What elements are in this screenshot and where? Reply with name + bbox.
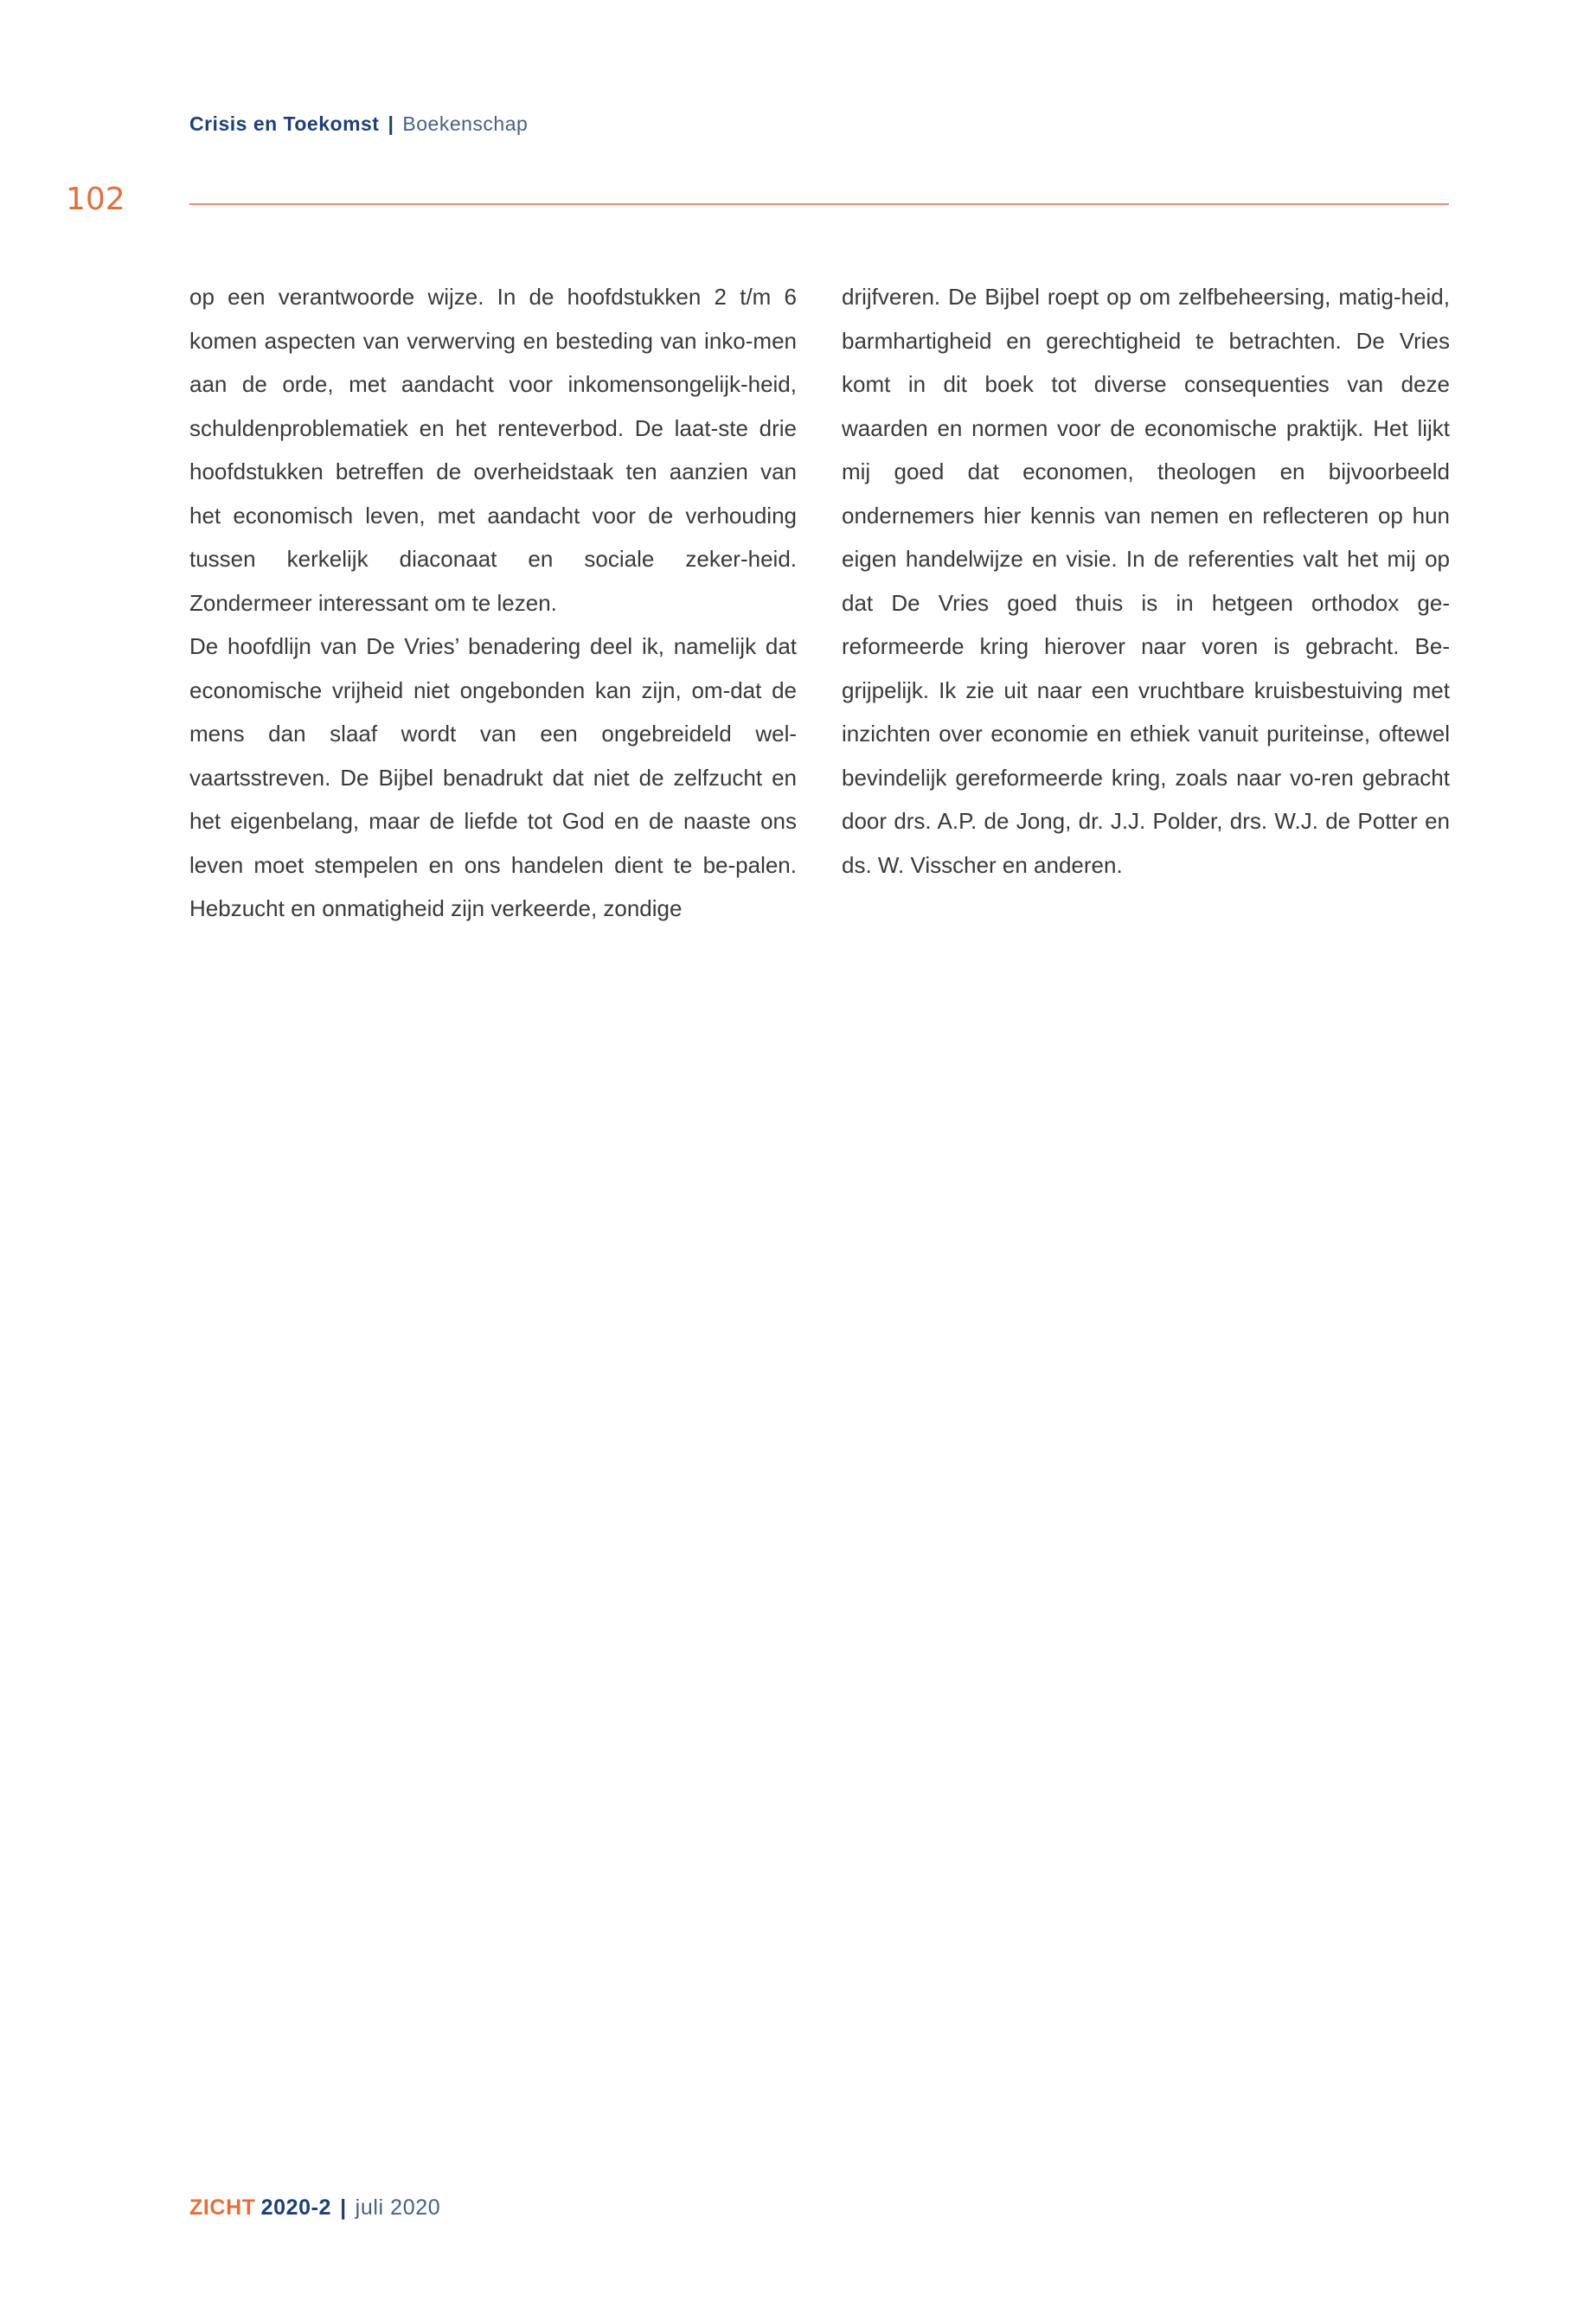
page-number: 102 [66, 182, 125, 217]
paragraph: De hoofdlijn van De Vries’ benadering deel ik, namelijk dat economische vrijheid niet ongebonden kan zijn, om-dat de mens dan slaaf wordt van een ongebreideld wel-vaartsstreven. De Bijbel benadrukt dat niet de zelfzucht en het eigenbelang, maar de liefde tot God en de naaste ons leven moet stempelen en ons handelen dient te be-palen. Hebzucht en onmatigheid zijn verkeerde, zondige [189, 633, 797, 921]
left-column [189, 275, 797, 931]
right-column [842, 275, 1450, 887]
publication-title: Crisis en Toekomst [189, 112, 380, 135]
footer [189, 2195, 440, 2221]
section-name: Boekenschap [402, 112, 529, 135]
running-header [189, 112, 528, 136]
footer-separator: | [340, 2195, 347, 2220]
header-separator: | [388, 112, 394, 135]
magazine-name: ZICHT [189, 2195, 256, 2220]
header-rule [189, 203, 1449, 205]
paragraph: drijfveren. De Bijbel roept op om zelfbeheersing, matig-heid, barmhartigheid en gerechtigheid te betrachten. De Vries komt in dit boek tot diverse consequenties van deze waarden en normen voor de economische praktijk. Het lijkt mij goed dat economen, theologen en bijvoorbeeld ondernemers hier kennis van nemen en reflecteren op hun eigen handelwijze en visie. In de referenties valt het mij op dat De Vries goed thuis is in hetgeen orthodox ge-reformeerde kring hierover naar voren is gebracht. Be-grijpelijk. Ik zie uit naar een vruchtbare kruisbestuiving met inzichten over economie en ethiek vanuit puriteinse, oftewel bevindelijk gereformeerde kring, zoals naar vo-ren gebracht door drs. A.P. de Jong, dr. J.J. Polder, drs. W.J. de Potter en ds. W. Visscher en anderen. [842, 284, 1450, 878]
issue-number: 2020-2 [260, 2195, 332, 2220]
paragraph: op een verantwoorde wijze. In de hoofdstukken 2 t/m 6 komen aspecten van verwerving en besteding van inko-men aan de orde, met aandacht voor inkomensongelijk-heid, schuldenproblematiek en het renteverbod. De laat-ste drie hoofdstukken betreffen de overheidstaak ten aanzien van het economisch leven, met aandacht voor de verhouding tussen kerkelijk diaconaat en sociale zeker-heid. Zondermeer interessant om te lezen. [189, 284, 797, 616]
issue-date: juli 2020 [355, 2195, 441, 2220]
